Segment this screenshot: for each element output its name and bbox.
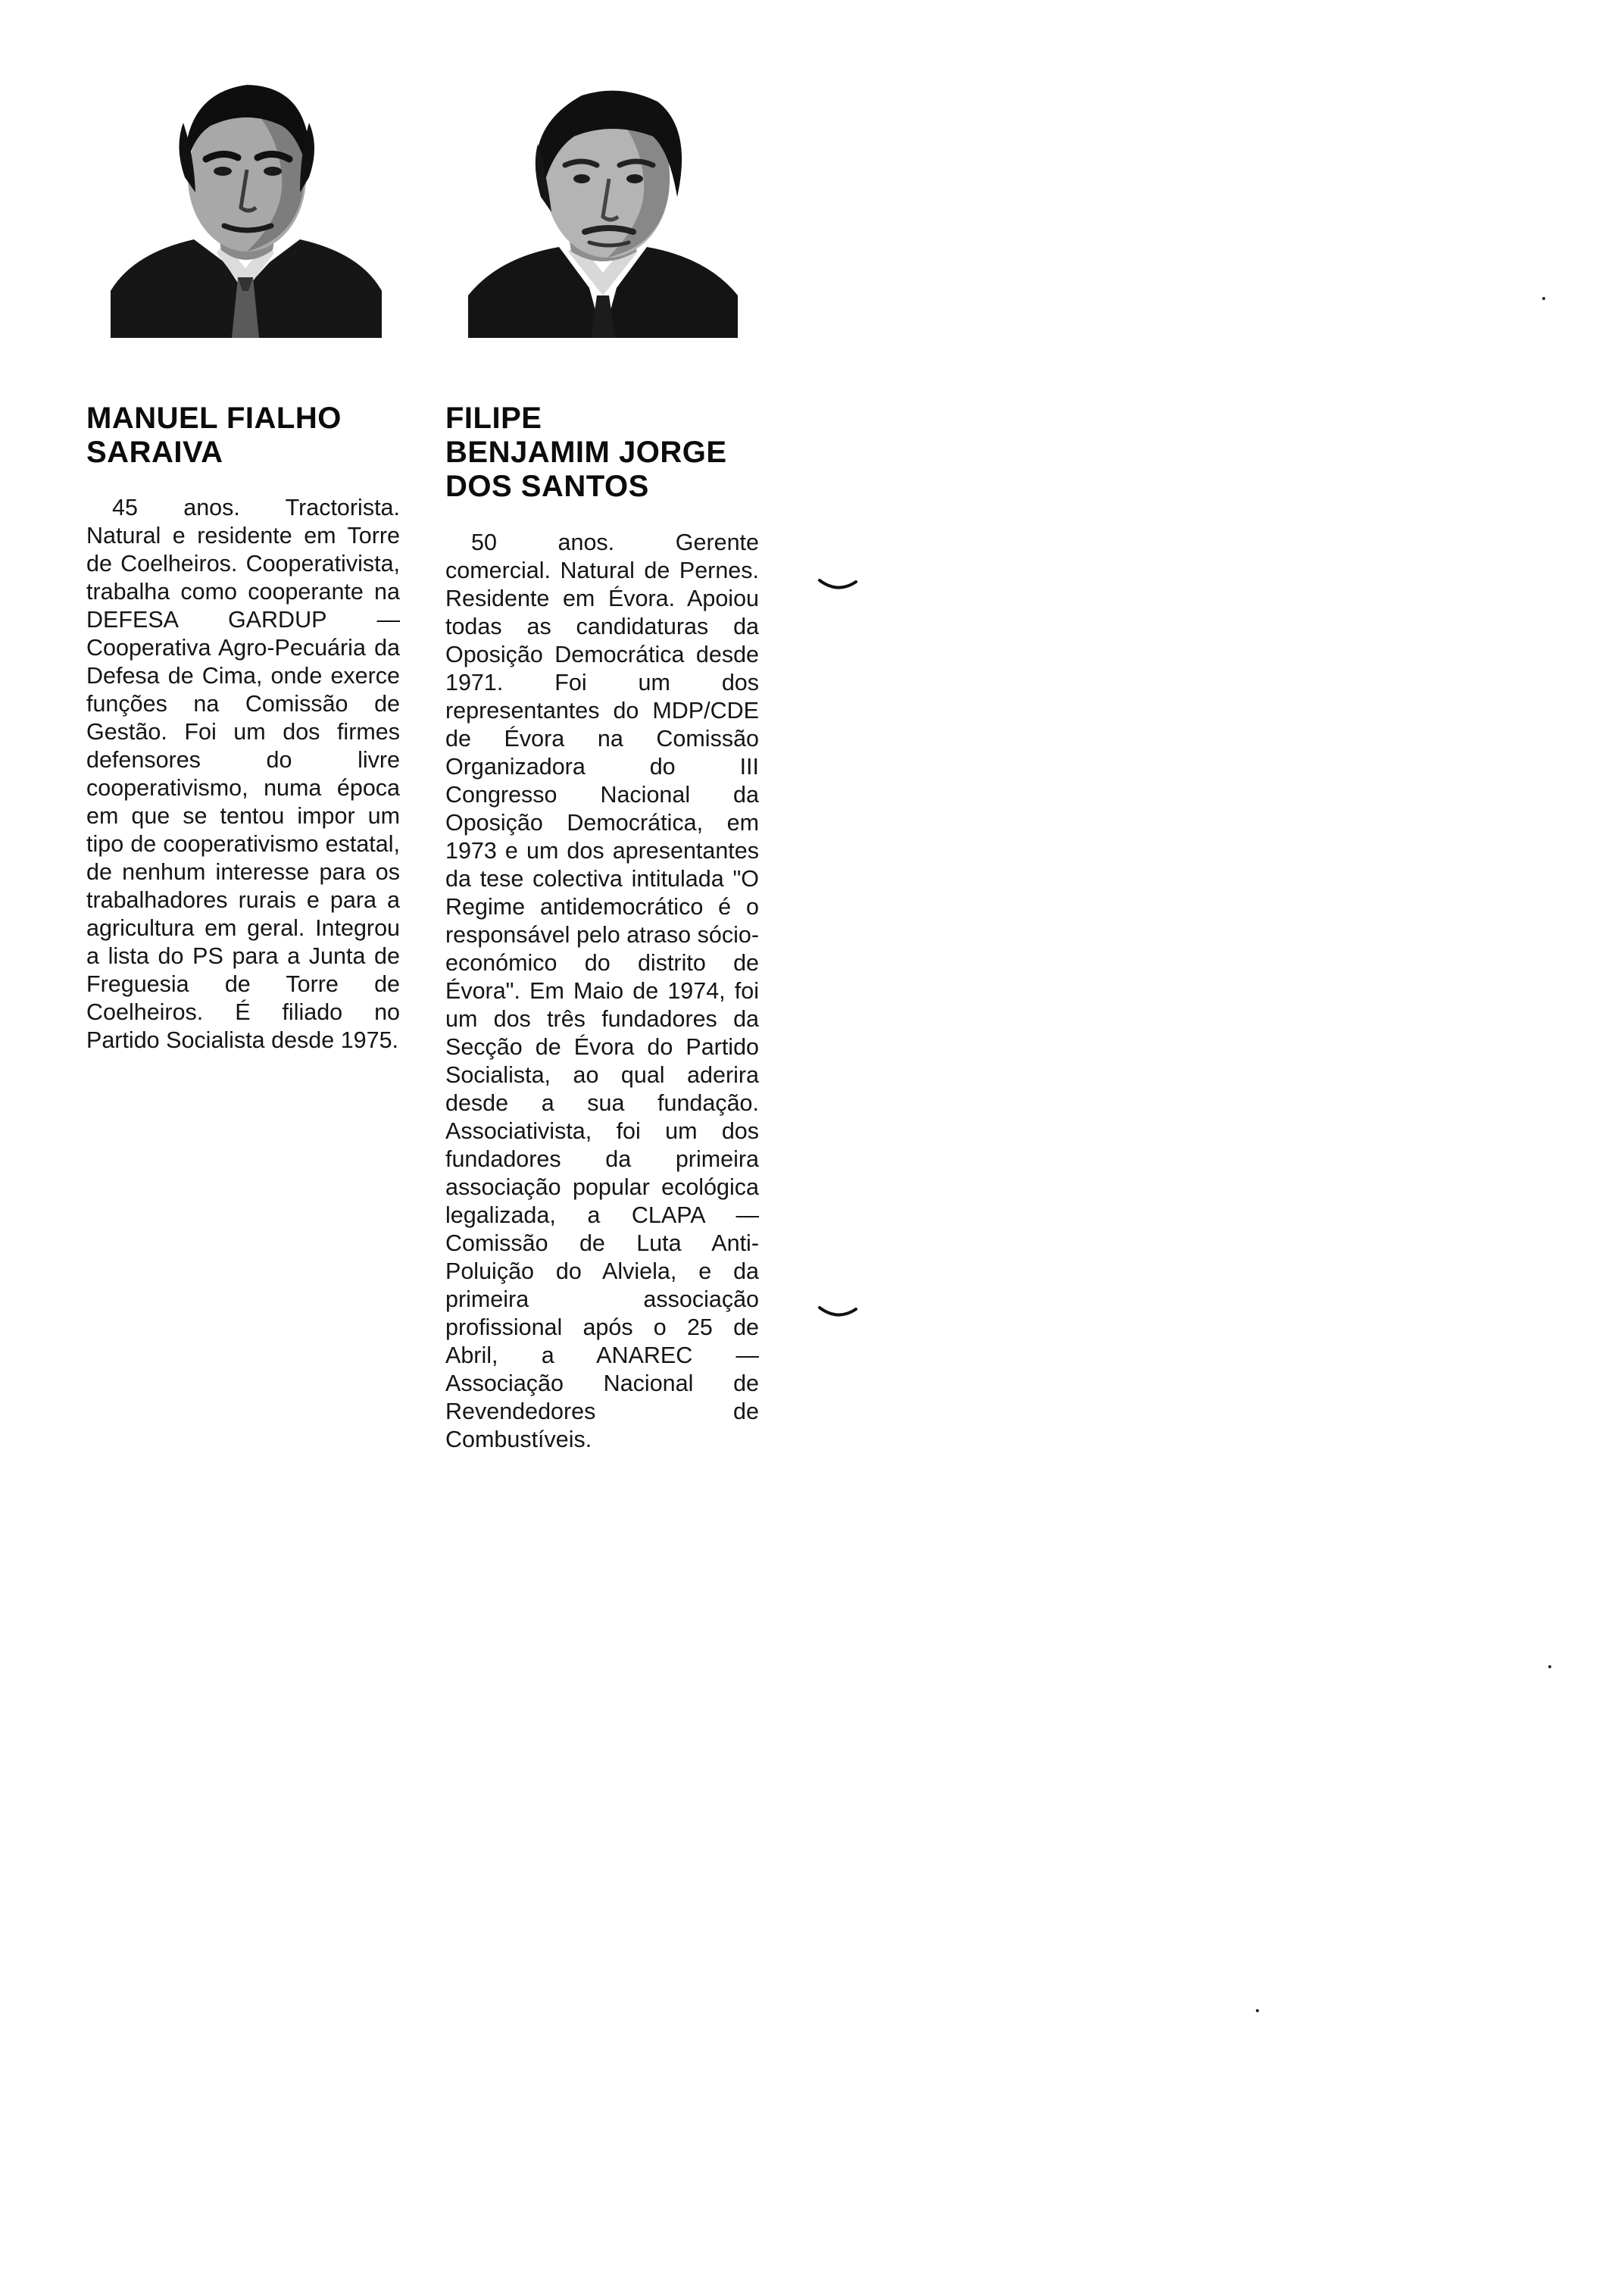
candidate-bio-1: 45 anos. Tractorista. Natural e residente em Torre de Coelheiros. Cooperativista, trabalha como cooperante na DEFESA GARDUP — Cooperativa Agro-Pecuária da Defesa de Cima, onde exerce funções na Comissão de Gestão. Foi um dos firmes defensores do livre cooperativismo, numa época em que se tentou impor um tipo de cooperativismo estatal, de nenhum interesse para os trabalhadores rurais e para a agricultura em geral. Integrou a lista do PS para a Junta de Freguesia de Torre de Coelheiros. É filiado no Partido Socialista desde 1975. xyxy=(86,495,400,1053)
portrait-photo-man-tie-icon xyxy=(111,64,382,338)
scan-speck xyxy=(1542,297,1545,300)
portrait-photo-2 xyxy=(468,68,738,338)
candidate-name-2: FILIPE BENJAMIM JORGE DOS SANTOS xyxy=(445,402,727,503)
portrait-photo-1 xyxy=(111,64,382,338)
scan-mark-curve-icon xyxy=(818,577,857,594)
portrait-photo-man-suit-icon xyxy=(468,68,738,338)
candidate-name-1: MANUEL FIALHO SARAIVA xyxy=(86,402,342,469)
candidate-bio-2: 50 anos. Gerente comercial. Natural de Pernes. Residente em Évora. Apoiou todas as candidaturas da Oposição Democrática desde 1971. Foi um dos representantes do MDP/CDE de Évora na Comissão Organizadora do III Congresso Nacional da Oposição Democrática, em 1973 e um dos apresentantes da tese colectiva intitulada "O Regime antidemocrático é o responsável pelo atraso sócio-económico do distrito de Évora". Em Maio de 1974, foi um dos três fundadores da Secção de Évora do Partido Socialista, ao qual aderira desde a sua fundação. Associativista, foi um dos fundadores da primeira associação popular ecológica legalizada, a CLAPA — Comissão de Luta Anti-Poluição do Alviela, e da primeira associação profissional após o 25 de Abril, a ANAREC — Associação Nacional de Revendedores de Combustíveis. xyxy=(445,530,759,1452)
scan-speck xyxy=(1548,1665,1551,1668)
scan-mark-curve-icon xyxy=(818,1305,857,1321)
scan-speck xyxy=(1256,2009,1259,2012)
